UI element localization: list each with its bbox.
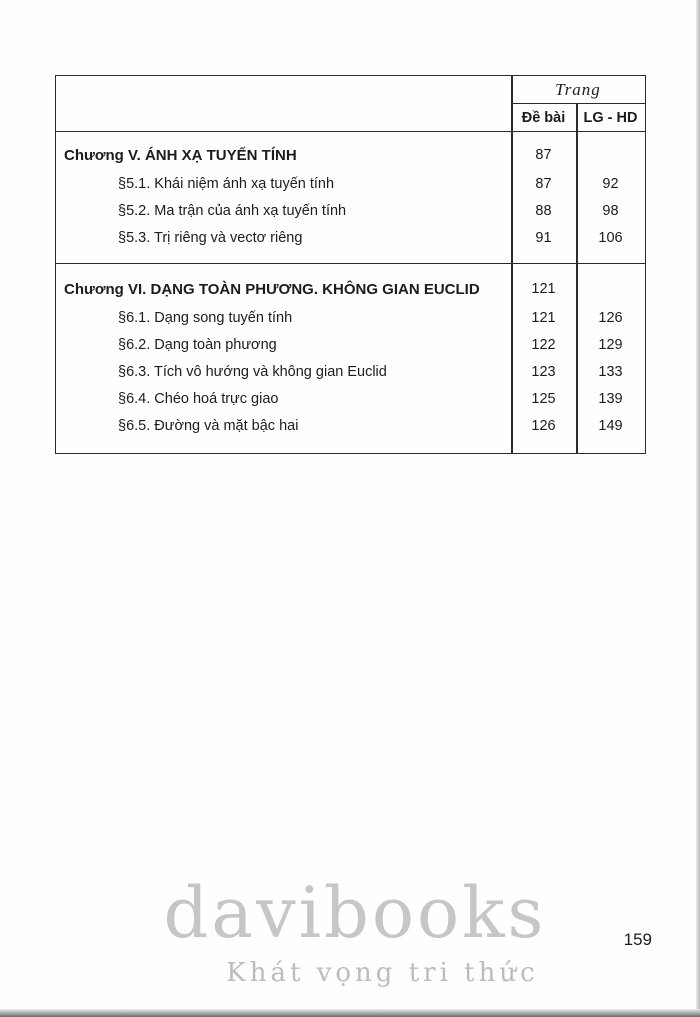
toc-row (56, 304, 645, 331)
chapter-de-bai-page: 121 (531, 281, 556, 297)
toc-row-label: §6.5. Đường và mặt bậc hai (118, 417, 299, 434)
toc-row-lg-hd: 149 (598, 417, 623, 434)
publisher-watermark (130, 872, 580, 988)
toc-section-chuong-5 (56, 132, 645, 263)
toc-row (56, 358, 645, 385)
toc-row-label: §6.3. Tích vô hướng và không gian Euclid (118, 363, 387, 380)
toc-row-label: §5.3. Trị riêng và vectơ riêng (118, 229, 303, 246)
toc-row-label: §6.2. Dạng toàn phương (118, 336, 277, 353)
header-trang: Trang (511, 76, 645, 104)
toc-row-de-bai: 126 (531, 417, 556, 434)
toc-row (56, 170, 645, 197)
scan-edge-right (696, 0, 700, 1017)
toc-row-label: §6.1. Dạng song tuyến tính (118, 309, 293, 326)
chapter-title: Chương VI. DẠNG TOÀN PHƯƠNG. KHÔNG GIAN EUCLID (64, 280, 480, 298)
toc-row-de-bai: 123 (531, 363, 556, 380)
toc-row-label: §5.2. Ma trận của ánh xạ tuyến tính (118, 202, 347, 219)
toc-row-de-bai: 125 (531, 390, 556, 407)
toc-row-de-bai: 87 (535, 175, 552, 192)
table-column-divider-2 (576, 104, 578, 453)
watermark-tagline: Khát vọng tri thức (226, 958, 539, 988)
toc-row-lg-hd: 92 (602, 175, 619, 192)
toc-row-lg-hd: 106 (598, 229, 623, 246)
toc-table (55, 75, 646, 454)
toc-row-de-bai: 122 (531, 336, 556, 353)
toc-row-lg-hd: 129 (598, 336, 623, 353)
chapter-title: Chương V. ÁNH XẠ TUYẾN TÍNH (64, 146, 297, 164)
page-number: 159 (623, 930, 652, 949)
toc-row (56, 331, 645, 358)
toc-row-de-bai: 88 (535, 202, 552, 219)
toc-section-chuong-6 (56, 263, 645, 453)
toc-row (56, 385, 645, 412)
header-lg-hd: LG - HD (583, 110, 638, 126)
toc-row (56, 197, 645, 224)
table-subheader (511, 104, 645, 132)
toc-row-de-bai: 121 (531, 309, 556, 326)
toc-row-label: §5.1. Khái niệm ánh xạ tuyến tính (118, 175, 335, 192)
chapter-title-row (56, 140, 645, 170)
toc-row-lg-hd: 126 (598, 309, 623, 326)
toc-row-label: §6.4. Chéo hoá trực giao (118, 390, 279, 407)
toc-row-lg-hd: 139 (598, 390, 623, 407)
toc-row (56, 224, 645, 251)
chapter-de-bai-page: 87 (535, 147, 552, 163)
scan-edge-bottom (0, 1009, 700, 1017)
table-column-divider-1 (511, 76, 513, 453)
watermark-logo-text: davibooks (163, 872, 547, 954)
chapter-title-row (56, 274, 645, 304)
toc-row-lg-hd: 133 (598, 363, 623, 380)
toc-row-de-bai: 91 (535, 229, 552, 246)
toc-row-lg-hd: 98 (602, 202, 619, 219)
header-de-bai: Đề bài (521, 110, 566, 126)
toc-row (56, 412, 645, 439)
table-header (56, 76, 645, 132)
